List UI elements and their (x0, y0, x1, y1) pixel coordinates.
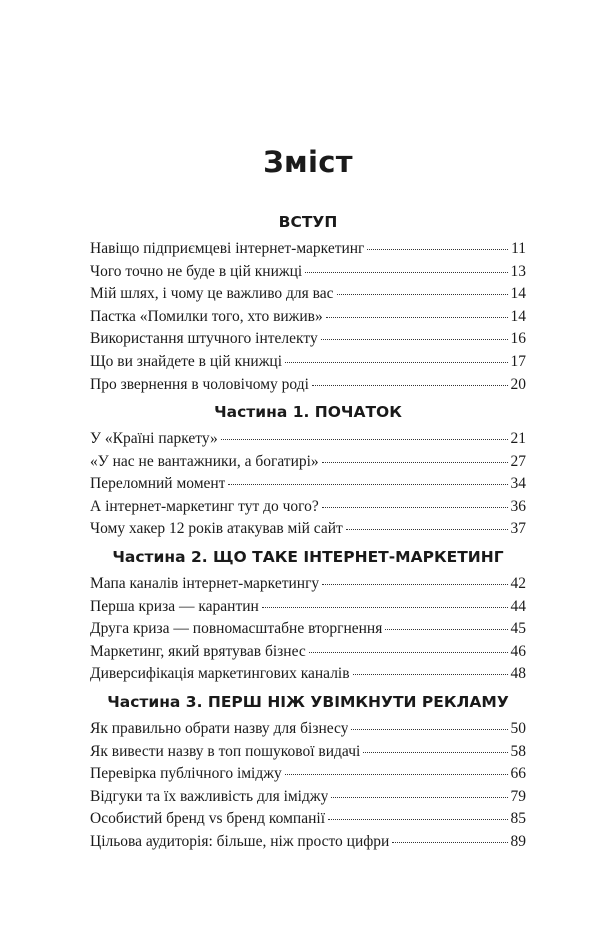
toc-entry[interactable] (90, 831, 526, 854)
entry-page-number: 11 (511, 240, 526, 257)
toc-entry-list (90, 238, 526, 396)
dot-leader (351, 729, 507, 730)
entry-title: Навіщо підприємцеві інтернет-маркетинг (90, 240, 365, 257)
dot-leader (353, 674, 508, 675)
entry-title: Перша криза — карантин (90, 597, 259, 615)
dot-leader (321, 339, 508, 340)
toc-entry-list (90, 428, 526, 541)
section-heading: ВСТУП (278, 213, 338, 231)
entry-page-number: 89 (510, 832, 526, 850)
entry-page-number: 85 (510, 810, 526, 828)
entry-title: Як правильно обрати назву для бізнесу (90, 720, 349, 737)
dot-leader (228, 484, 507, 485)
dot-leader (328, 819, 507, 820)
toc-entry[interactable] (90, 496, 526, 519)
entry-title: Цільова аудиторія: більше, ніж просто цифри (90, 832, 390, 850)
entry-page-number: 58 (510, 742, 526, 760)
entry-page-number: 37 (510, 520, 526, 538)
toc-section-intro (90, 208, 526, 396)
toc-entry[interactable] (90, 238, 526, 261)
entry-title: Маркетинг, який врятував бізнес (90, 642, 306, 660)
entry-page-number: 20 (510, 375, 526, 393)
entry-page-number: 14 (510, 285, 526, 303)
entry-page-number: 79 (510, 787, 526, 805)
toc-entry[interactable] (90, 351, 526, 374)
toc-entry[interactable] (90, 374, 526, 397)
toc-entry[interactable] (90, 763, 526, 786)
entry-title: «У нас не вантажники, а богатирі» (90, 452, 319, 470)
toc-entry[interactable] (90, 428, 526, 451)
toc-entry-list (90, 573, 526, 686)
toc-entry[interactable] (90, 663, 526, 686)
dot-leader (312, 385, 508, 386)
entry-page-number: 46 (510, 642, 526, 660)
dot-leader (322, 507, 508, 508)
toc-entry[interactable] (90, 283, 526, 306)
dot-leader (285, 774, 508, 775)
toc-title: Зміст (263, 145, 353, 179)
toc-entry[interactable] (90, 786, 526, 809)
entry-page-number: 42 (510, 575, 526, 592)
toc-section-part-1 (90, 398, 526, 541)
entry-title: Відгуки та їх важливість для іміджу (90, 787, 329, 805)
toc-entry[interactable] (90, 808, 526, 831)
entry-page-number: 21 (510, 430, 526, 447)
dot-leader (385, 629, 507, 630)
entry-title: Про звернення в чоловічому роді (90, 375, 309, 393)
entry-title: Чого точно не буде в цій книжці (90, 262, 303, 280)
entry-title: Чому хакер 12 років атакував мій сайт (90, 520, 343, 538)
dot-leader (305, 272, 507, 273)
entry-page-number: 17 (510, 352, 526, 370)
toc-entry[interactable] (90, 641, 526, 664)
dot-leader (322, 462, 508, 463)
dot-leader (363, 752, 507, 753)
toc-entry[interactable] (90, 618, 526, 641)
entry-page-number: 36 (510, 497, 526, 515)
entry-page-number: 27 (510, 452, 526, 470)
dot-leader (221, 439, 508, 440)
entry-title: Використання штучного інтелекту (90, 330, 318, 348)
toc-entry[interactable] (90, 518, 526, 541)
entry-page-number: 50 (510, 720, 526, 737)
entry-page-number: 44 (510, 597, 526, 615)
section-heading: Частина 1. ПОЧАТОК (214, 403, 402, 421)
toc-entry[interactable] (90, 306, 526, 329)
toc-section-part-3 (90, 688, 526, 854)
toc-entry[interactable] (90, 473, 526, 496)
toc-entry[interactable] (90, 573, 526, 596)
toc-entry-list (90, 718, 526, 854)
section-heading: Частина 3. ПЕРШ НІЖ УВІМКНУТИ РЕКЛАМУ (107, 693, 509, 711)
toc-entry[interactable] (90, 328, 526, 351)
dot-leader (326, 317, 508, 318)
dot-leader (309, 652, 508, 653)
entry-page-number: 13 (510, 262, 526, 280)
dot-leader (346, 529, 508, 530)
entry-title: Пастка «Помилки того, хто вижив» (90, 307, 323, 325)
entry-title: Друга криза — повномасштабне вторгнення (90, 620, 383, 638)
entry-title: Як вивести назву в топ пошукової видачі (90, 742, 361, 760)
dot-leader (262, 607, 508, 608)
entry-page-number: 14 (510, 307, 526, 325)
entry-title: У «Країні паркету» (90, 430, 218, 447)
entry-title: Мій шлях, і чому це важливо для вас (90, 285, 334, 303)
entry-page-number: 34 (510, 475, 526, 493)
toc-entry[interactable] (90, 741, 526, 764)
dot-leader (367, 249, 508, 250)
entry-title: Мапа каналів інтернет-маркетингу (90, 575, 320, 592)
dot-leader (337, 294, 508, 295)
toc-entry[interactable] (90, 718, 526, 741)
entry-page-number: 66 (510, 765, 526, 783)
dot-leader (331, 797, 507, 798)
entry-title: Що ви знайдете в цій книжці (90, 352, 283, 370)
entry-title: Перевірка публічного іміджу (90, 765, 282, 783)
entry-page-number: 16 (510, 330, 526, 348)
toc-entry[interactable] (90, 596, 526, 619)
dot-leader (322, 584, 507, 585)
dot-leader (392, 842, 507, 843)
toc-entry[interactable] (90, 451, 526, 474)
entry-title: А інтернет-маркетинг тут до чого? (90, 497, 319, 515)
entry-title: Особистий бренд vs бренд компанії (90, 810, 326, 828)
toc-entry[interactable] (90, 261, 526, 284)
entry-page-number: 45 (510, 620, 526, 638)
entry-title: Переломний момент (90, 475, 226, 493)
entry-title: Диверсифікація маркетингових каналів (90, 665, 350, 683)
dot-leader (285, 362, 507, 363)
entry-page-number: 48 (510, 665, 526, 683)
toc-section-part-2 (90, 543, 526, 686)
section-heading: Частина 2. ЩО ТАКЕ ІНТЕРНЕТ-МАРКЕТИНГ (112, 548, 504, 566)
